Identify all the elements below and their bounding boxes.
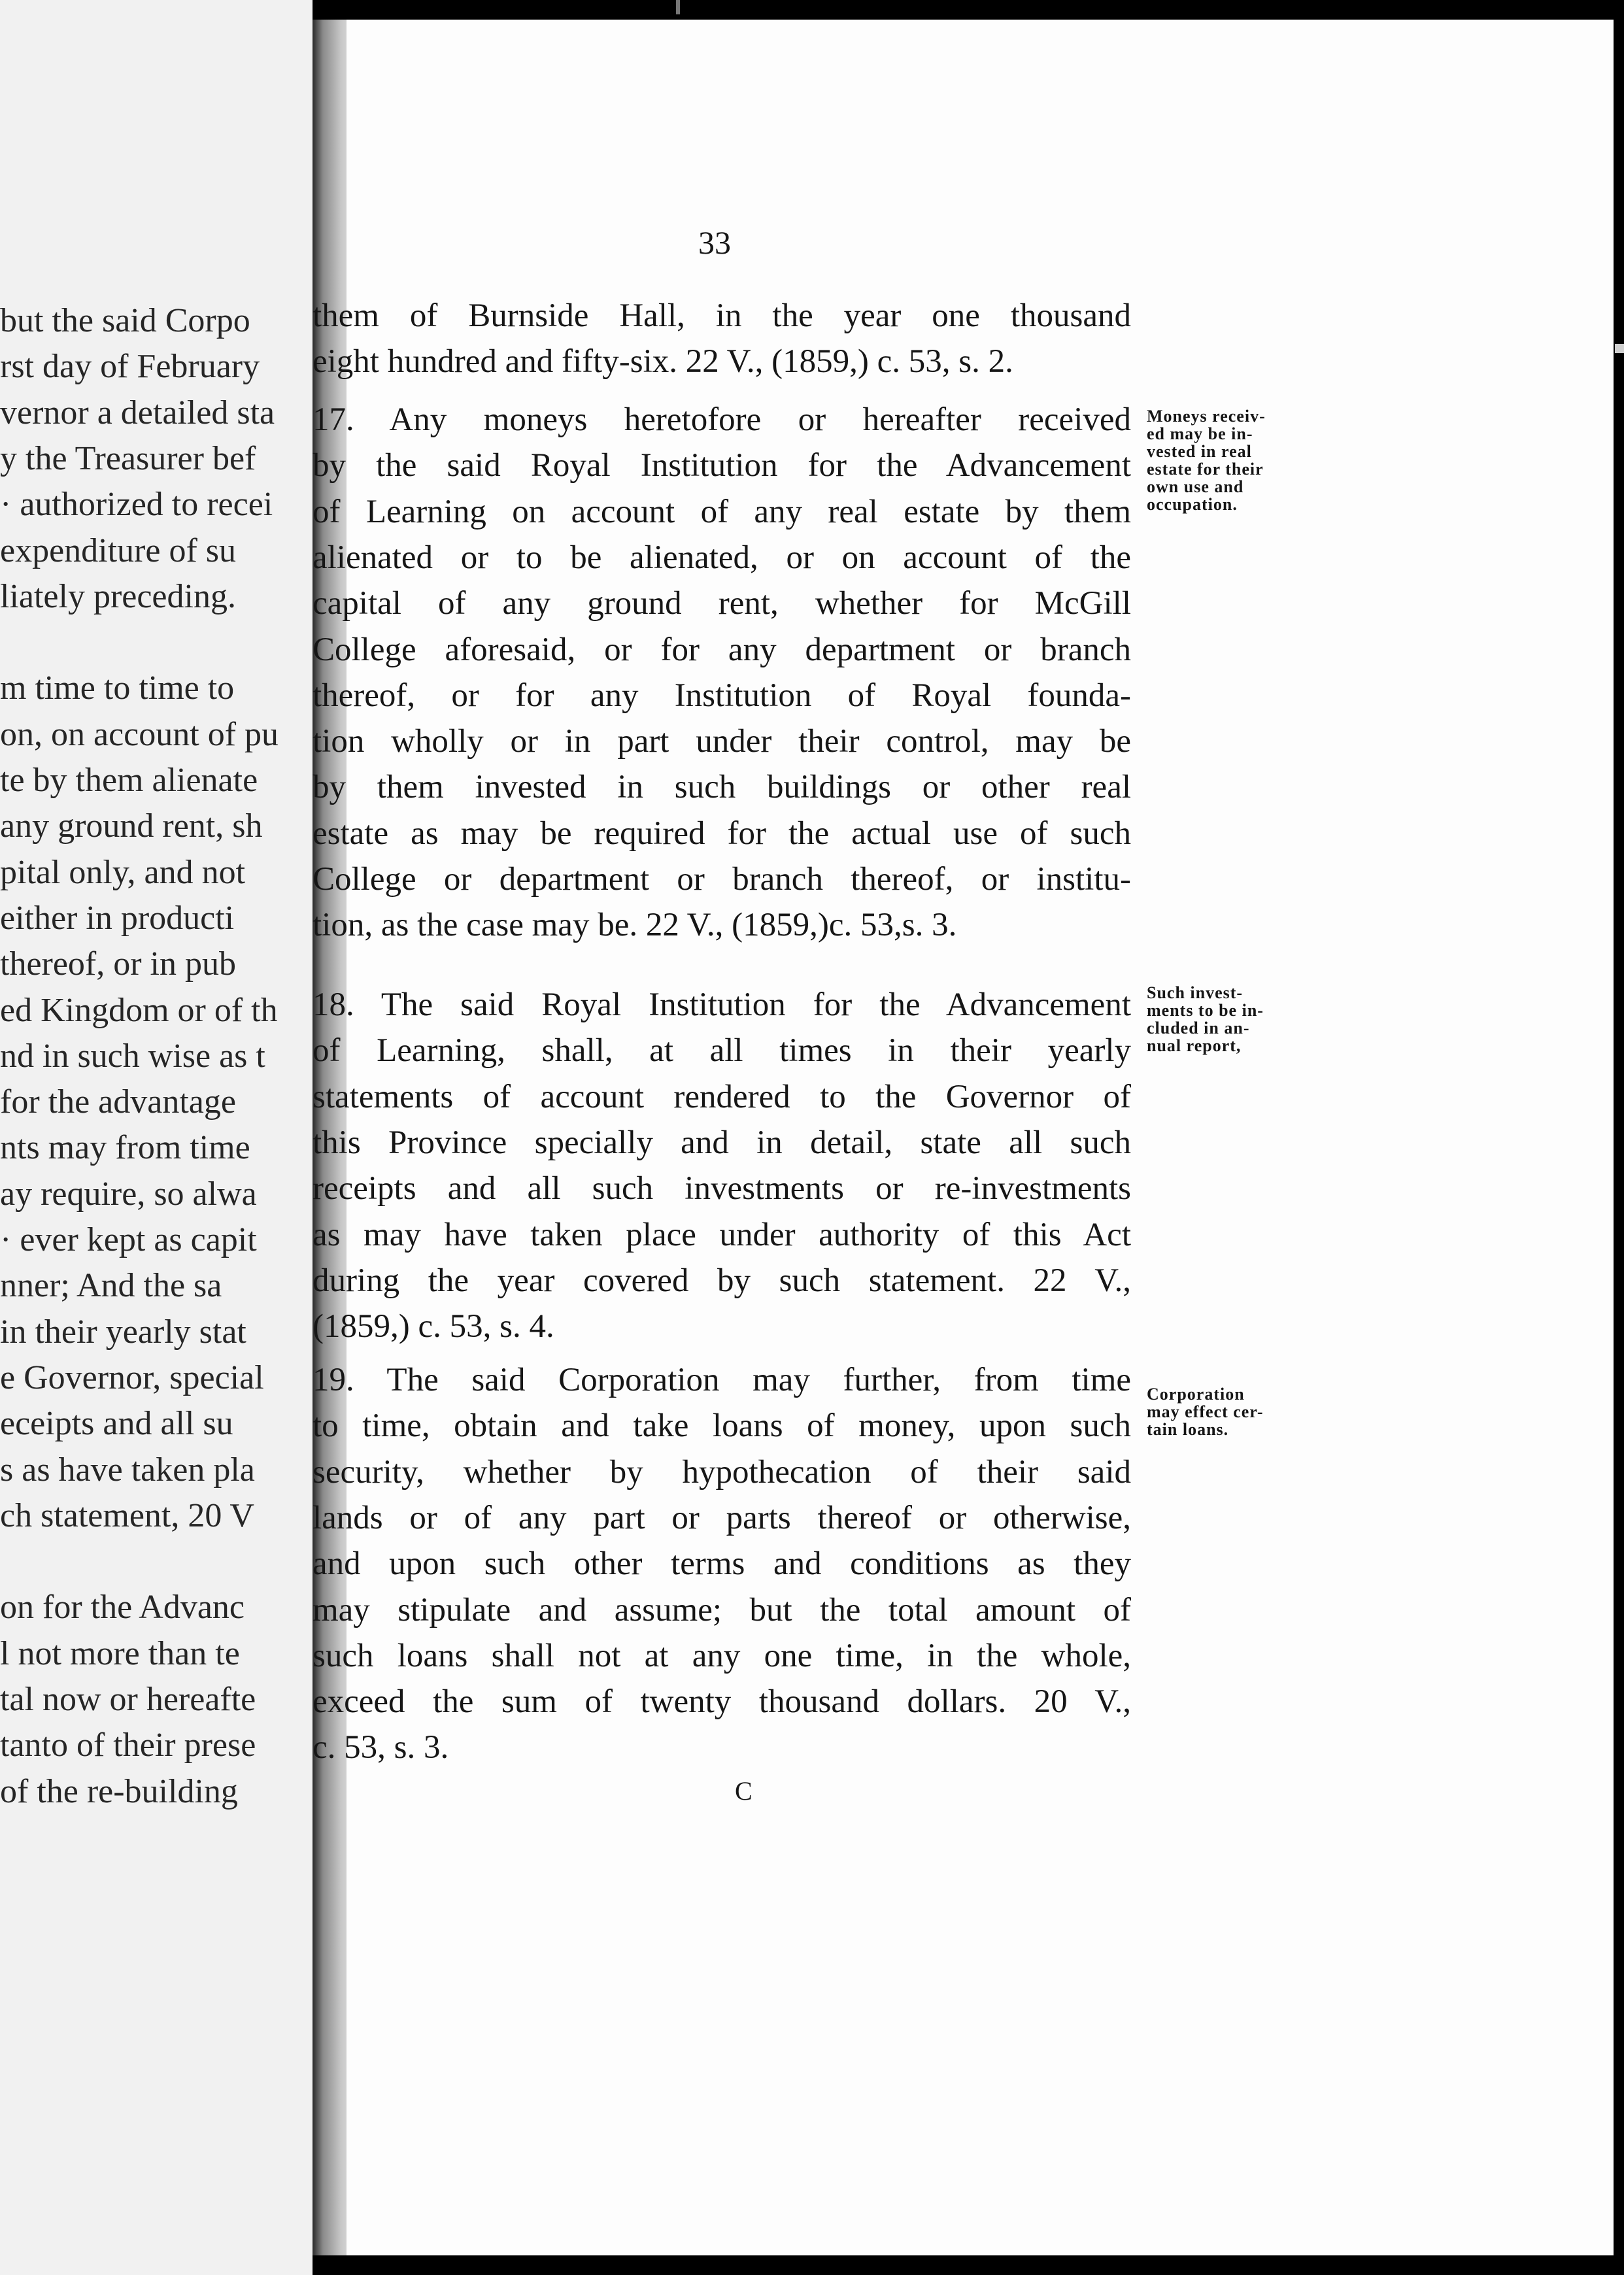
paragraph-line: 18. The said Royal Institution for the Advancement (313, 986, 1131, 1023)
left-facing-page (0, 0, 313, 2275)
margin-note-line: may effect cer- (1147, 1402, 1264, 1421)
paragraph-line: lands or of any part or parts thereof or otherwise, (313, 1499, 1131, 1536)
paragraph-line: may stipulate and assume; but the total amount of (313, 1591, 1131, 1628)
page-edge-tab (1615, 344, 1624, 353)
left-page-line: for the advantage (0, 1083, 236, 1121)
left-page-line: vernor a detailed sta (0, 394, 275, 431)
margin-note-line: ed may be in- (1147, 424, 1253, 443)
left-page-line: tanto of their prese (0, 1727, 256, 1764)
paragraph-line: exceed the sum of twenty thousand dollars. 20 V., (313, 1683, 1131, 1721)
left-page-line: thereof, or in pub (0, 945, 237, 983)
left-page-line: nts may from time (0, 1129, 250, 1167)
top-speck (676, 0, 680, 14)
left-page-line: but the said Corpo (0, 302, 250, 339)
paragraph-line: such loans shall not at any one time, in the whole, (313, 1637, 1131, 1674)
margin-note-line: tain loans. (1147, 1420, 1229, 1439)
left-page-line: l not more than te (0, 1634, 240, 1672)
left-page-line: e Governor, special (0, 1358, 264, 1396)
left-page-line: in their yearly stat (0, 1313, 246, 1351)
paragraph-line: tion wholly or in part under their control, may be (313, 723, 1131, 760)
paragraph-line: receipts and all such investments or re-investments (313, 1170, 1131, 1207)
paragraph-line: security, whether by hypothecation of their said (313, 1453, 1131, 1491)
margin-note-line: occupation. (1147, 495, 1238, 514)
signature-mark: C (735, 1776, 753, 1806)
left-page-line: tal now or hereafte (0, 1681, 256, 1718)
paragraph-line: as may have taken place under authority of this Act (313, 1216, 1131, 1253)
paragraph-line: by them invested in such buildings or other real (313, 769, 1131, 806)
left-page-line: ch statement, 20 V (0, 1496, 254, 1534)
left-page-line: te by them alienate (0, 762, 258, 799)
margin-note-line: own use and (1147, 477, 1244, 496)
margin-note-line: ments to be in- (1147, 1001, 1264, 1020)
paragraph-line: during the year covered by such statement. 22 V., (313, 1262, 1131, 1299)
left-page-line: nner; And the sa (0, 1267, 222, 1305)
page-number: 33 (698, 224, 731, 261)
paragraph-line: tion, as the case may be. 22 V., (1859,)c. 53,s. 3. (313, 907, 957, 944)
paragraph-line: 17. Any moneys heretofore or hereafter received (313, 401, 1131, 438)
margin-note-line: Corporation (1147, 1385, 1245, 1404)
paragraph-line: thereof, or for any Institution of Royal founda- (313, 677, 1131, 714)
paragraph-line: and upon such other terms and conditions as they (313, 1545, 1131, 1583)
left-page-line: eceipts and all su (0, 1405, 233, 1443)
paragraph-line: c. 53, s. 3. (313, 1729, 449, 1766)
paragraph-line: eight hundred and fifty-six. 22 V., (1859,) c. 53, s. 2. (313, 343, 1013, 380)
margin-note-line: estate for their (1147, 460, 1264, 479)
left-page-line: of the re-building (0, 1772, 238, 1810)
paragraph-line: College or department or branch thereof, or institu- (313, 861, 1131, 898)
margin-note-line: nual report, (1147, 1036, 1242, 1055)
paragraph-line: by the said Royal Institution for the Advancement (313, 447, 1131, 484)
paragraph-line: College aforesaid, or for any department or branch (313, 631, 1131, 668)
left-page-line: · ever kept as capit (0, 1221, 257, 1258)
paragraph-line: (1859,) c. 53, s. 4. (313, 1308, 554, 1345)
left-page-line: expenditure of su (0, 531, 237, 569)
margin-note-line: cluded in an- (1147, 1019, 1250, 1037)
left-page-line: liately preceding. (0, 577, 236, 615)
left-page-line: nd in such wise as t (0, 1037, 265, 1075)
left-page-line: on for the Advanc (0, 1589, 245, 1626)
paragraph-line: them of Burnside Hall, in the year one thousand (313, 297, 1131, 334)
margin-note-line: Such invest- (1147, 983, 1243, 1002)
margin-note-line: Moneys receiv- (1147, 407, 1266, 426)
paragraph-line: to time, obtain and take loans of money, upon such (313, 1407, 1131, 1445)
left-page-line: either in producti (0, 899, 235, 937)
paragraph-line: estate as may be required for the actual use of such (313, 815, 1131, 852)
left-page-line: any ground rent, sh (0, 807, 263, 845)
paragraph-line: this Province specially and in detail, state all such (313, 1124, 1131, 1161)
paragraph-line: of Learning on account of any real estate by them (313, 493, 1131, 530)
left-page-line: m time to time to (0, 669, 235, 707)
paragraph-line: statements of account rendered to the Governor of (313, 1078, 1131, 1115)
paragraph-line: capital of any ground rent, whether for McGill (313, 585, 1131, 622)
left-page-line: rst day of February (0, 348, 260, 386)
paragraph-line: 19. The said Corporation may further, from time (313, 1362, 1131, 1398)
left-page-line: y the Treasurer bef (0, 439, 256, 477)
left-page-line: s as have taken pla (0, 1451, 255, 1489)
margin-note-line: vested in real (1147, 442, 1252, 461)
left-page-line: pital only, and not (0, 853, 246, 891)
paragraph-line: alienated or to be alienated, or on account of the (313, 539, 1131, 576)
left-page-line: ay require, so alwa (0, 1175, 257, 1213)
left-page-line: · authorized to recei (0, 486, 273, 524)
paragraph-line: of Learning, shall, at all times in their yearly (313, 1032, 1131, 1070)
left-page-line: ed Kingdom or of th (0, 991, 278, 1029)
left-page-line: on, on account of pu (0, 715, 279, 753)
